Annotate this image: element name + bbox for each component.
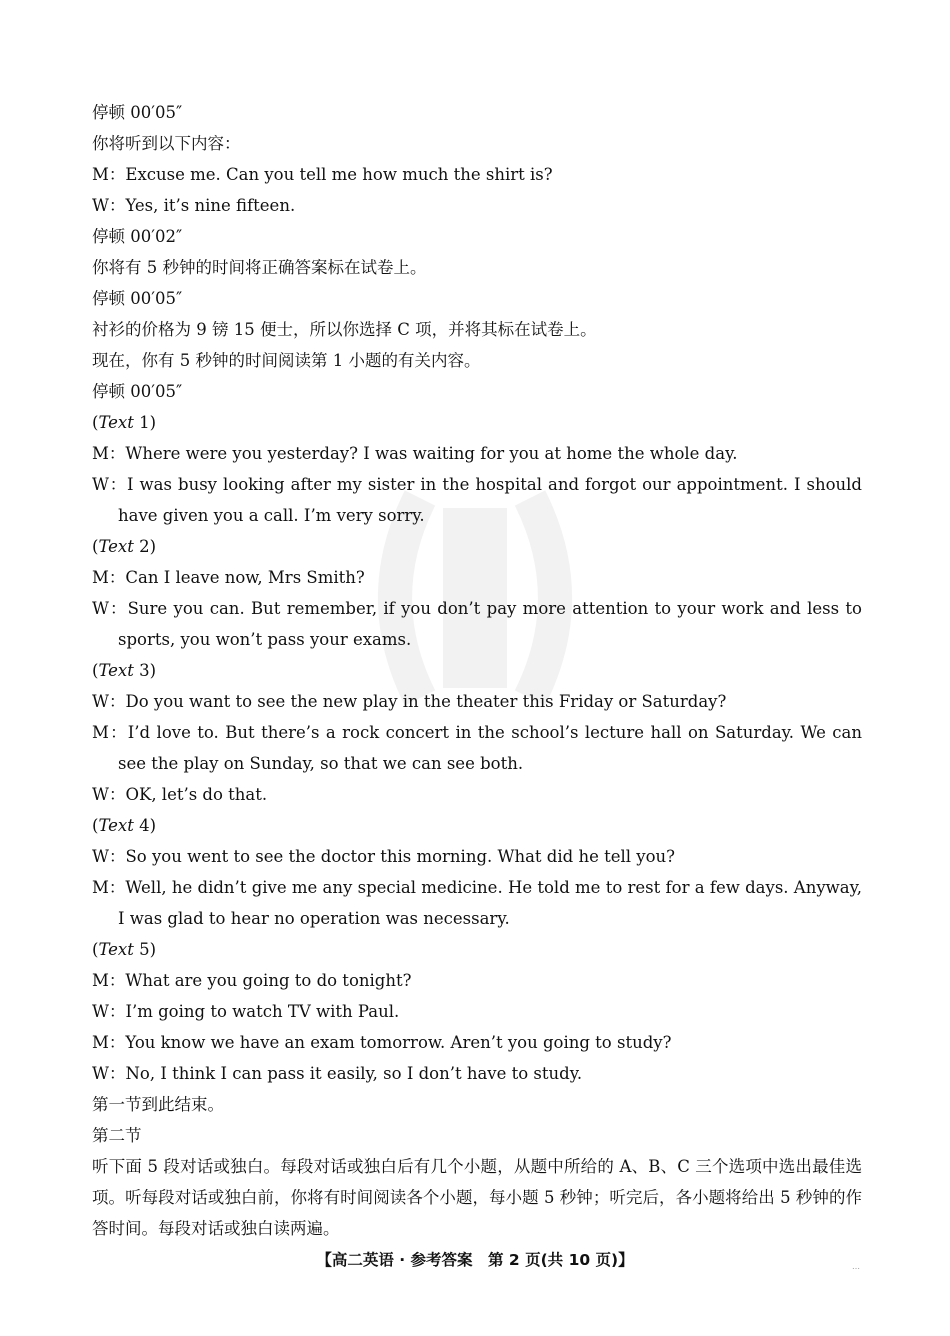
text-heading-label: Text	[98, 661, 134, 680]
transcript-line: 你将听到以下内容：	[92, 134, 241, 153]
text-heading-label: Text	[98, 537, 134, 556]
page-content	[92, 97, 862, 1244]
page-footer: 【高二英语 · 参考答案 第 2 页(共 10 页)】	[316, 1251, 634, 1269]
text-heading-number: 5	[139, 940, 150, 959]
transcript-line: W：Do you want to see the new play in the theater this Friday or Saturday?	[92, 692, 727, 711]
transcript-line: W：Yes, it’s nine fifteen.	[92, 196, 296, 215]
text-heading-number: 2	[139, 537, 150, 556]
transcript-line: 现在，你有 5 秒钟的时间阅读第 1 小题的有关内容。	[92, 351, 481, 370]
transcript-line: M：Well, he didn’t give me any special medicine. He told me to rest for a few days. Anyway, I was glad to hear no operation was necessary.	[92, 878, 862, 928]
transcript-line: 衬衫的价格为 9 镑 15 便士，所以你选择 C 项，并将其标在试卷上。	[92, 320, 597, 339]
text-heading-number: 1	[139, 413, 150, 432]
transcript-line: 第一节到此结束。	[92, 1095, 224, 1114]
corner-mark: …	[852, 1262, 860, 1271]
transcript-line: W：I was busy looking after my sister in the hospital and forgot our appointment. I should have given you a call. I’m very sorry.	[92, 475, 862, 525]
transcript-line: 停顿 00′05″	[92, 103, 183, 122]
transcript-line: 你将有 5 秒钟的时间将正确答案标在试卷上。	[92, 258, 427, 277]
transcript-line: M：I’d love to. But there’s a rock concert in the school’s lecture hall on Saturday. We can see the play on Sunday, so that we can see both.	[92, 723, 862, 773]
transcript-line: W：I’m going to watch TV with Paul.	[92, 1002, 400, 1021]
transcript-line: W：OK, let’s do that.	[92, 785, 268, 804]
text-heading: (Text 3)	[92, 661, 157, 680]
transcript-line: M：What are you going to do tonight?	[92, 971, 412, 990]
text-heading: (Text 1)	[92, 413, 157, 432]
text-heading-label: Text	[98, 940, 134, 959]
text-heading-label: Text	[98, 816, 134, 835]
text-heading-label: Text	[98, 413, 134, 432]
transcript-line: M：Excuse me. Can you tell me how much the shirt is?	[92, 165, 553, 184]
paragraph: 听下面 5 段对话或独白。每段对话或独白后有几个小题，从题中所给的 A、B、C 三个选项中选出最佳选项。听每段对话或独白前，你将有时间阅读各个小题，每小题 5 秒钟；听完后，各小题将给出 5 秒钟的作答时间。每段对话或独白读两遍。	[92, 1157, 862, 1238]
text-heading: (Text 4)	[92, 816, 157, 835]
transcript-line: 第二节	[92, 1126, 142, 1145]
text-heading-number: 3	[139, 661, 150, 680]
transcript-line: M：You know we have an exam tomorrow. Aren’t you going to study?	[92, 1033, 672, 1052]
transcript-line: 停顿 00′05″	[92, 289, 183, 308]
transcript-line: W：Sure you can. But remember, if you don’t pay more attention to your work and less to sports, you won’t pass your exams.	[92, 599, 862, 649]
transcript-line: M：Can I leave now, Mrs Smith?	[92, 568, 365, 587]
text-heading-number: 4	[139, 816, 150, 835]
transcript-line: 停顿 00′02″	[92, 227, 183, 246]
transcript-line: W：No, I think I can pass it easily, so I don’t have to study.	[92, 1064, 583, 1083]
transcript-line: M：Where were you yesterday? I was waiting for you at home the whole day.	[92, 444, 738, 463]
transcript-line: W：So you went to see the doctor this morning. What did he tell you?	[92, 847, 676, 866]
text-heading: (Text 5)	[92, 940, 157, 959]
text-heading: (Text 2)	[92, 537, 157, 556]
transcript-line: 停顿 00′05″	[92, 382, 183, 401]
